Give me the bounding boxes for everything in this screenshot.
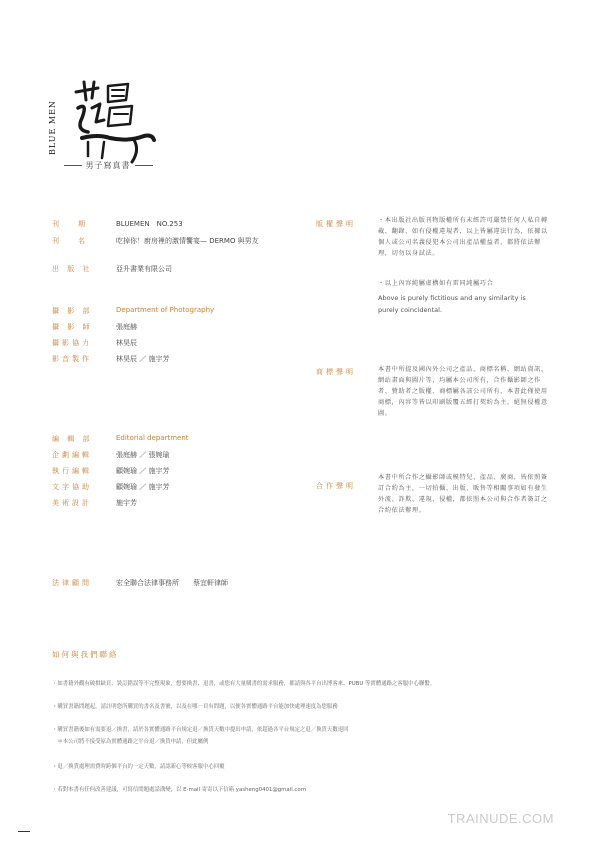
- planning-label: 企劃編輯: [52, 451, 92, 459]
- fiction-en: Above is purely fictitious and any similarity is purely coincidental.: [378, 294, 526, 314]
- copyright-label: 版權聲明: [316, 220, 356, 228]
- photo-dept-value: Department of Photography: [116, 306, 215, 314]
- trademark-label: 商標聲明: [316, 368, 356, 376]
- video-value: 林昊辰 ／ 施宇芳: [116, 355, 170, 363]
- photo-assist-label: 攝影協力: [52, 339, 92, 347]
- contact-line: ・如書籍外觀有破損缺頁、裝訂錯誤等不完整現象，想要換書、退書，或您有大量購書的需求服務，都請與各平台出博客來、PUBU 等實體通路之客服中心聯繫。: [52, 681, 436, 687]
- edit-dept-label: 編 輯 部: [52, 435, 93, 443]
- contact-line: ・購買書籍問題起，請註明您所購買的書名及書號，以及在哪一頁有問題，以便各實體通路平台能加快處理速度為您服務: [52, 704, 338, 710]
- coop-label: 合作聲明: [316, 482, 356, 490]
- photographer-value: 張庭赫: [116, 323, 137, 331]
- photo-dept-label: 攝 影 部: [52, 307, 93, 315]
- watermark: TRAINUDE.COM: [447, 811, 554, 826]
- copyright-text: ・本出版社出版刊物版權所有未經許可嚴禁任何人私自轉載、翻錄，如有侵權違規者，以上皆屬違法行為，依據以個人或公司名義侵犯本公司出產品權益者，都將依法辦理，切勿以身試法。: [378, 217, 548, 257]
- legal-label: 法律顧問: [52, 579, 92, 587]
- design-value: 施宇芳: [116, 499, 137, 507]
- planning-value: 張庭赫 ／ 張婉瑜: [116, 451, 170, 459]
- exec-edit-value: 顧婉瑜 ／ 施宇芳: [116, 467, 170, 475]
- photographer-label: 攝 影 師: [52, 323, 93, 331]
- copy-label: 文字協助: [52, 483, 92, 491]
- title-label: 刊 名: [52, 237, 91, 245]
- contact-title: 如何與我們聯絡: [52, 650, 119, 659]
- publisher-label: 出 版 社: [52, 265, 93, 273]
- contact-line: ・退／換貨處理需費時跨個平台約一定天數，請認新心等候客服中心回覆: [52, 764, 225, 770]
- title-value: 吃掉你！廚房裡的激情饗宴— DERMO 與男友: [116, 237, 259, 245]
- fiction-text: ・以上內容純屬虛構如有雷同純屬巧合: [378, 280, 494, 287]
- contact-line: ・購買書籍後如有需要退／換書，請於各實體通路平台規定退／換貨天數中提出申請，依超過各平台規定之退／換貨天數退回: [52, 727, 349, 733]
- video-label: 影音製作: [52, 355, 92, 363]
- trademark-text: 本書中所提及國內外公司之產品、商標名稱、網站資訊、網站畫面與圖片等，均屬本公司所有，合作攝影師之作者、贊助者之版權、商標屬各該公司所有，本書此僅使用商標，內容等皆以印刷版覆五經打契約為主，絕無侵權意圖。: [378, 366, 548, 417]
- copy-value: 顧婉瑜 ／ 施宇芳: [116, 483, 170, 491]
- coop-text: 本書中所合作之攝影師或模特兒、產品、廣商，皆依照簽訂合約為主，一切拍攝、出版、販售等相關事項如有發生外流、詐欺、違規、侵權，都依照本公司與合作者簽訂之合約依法辦理。: [378, 474, 548, 514]
- legal-value: 宏全聯合法律事務所 蔡宜軒律師: [116, 579, 228, 587]
- design-label: 美術設計: [52, 499, 92, 507]
- contact-line: ＊本公司將不接受原為實體通路之平台退／換貨申請，但此屬例: [52, 739, 209, 745]
- logo-wordmark-wrap: [46, 95, 60, 155]
- corner-mark: [18, 831, 30, 832]
- contact-line: ・若對本書有任何改善建議，可寫信問題處話溝變，以 E-mail 寄寄以下信箱 yasheng0401@gmail.com: [52, 787, 306, 793]
- publisher-value: 亞升書業有限公司: [116, 265, 172, 273]
- issue-label: 刊 期: [52, 220, 91, 228]
- exec-edit-label: 執行編輯: [52, 467, 92, 475]
- logo-subtitle: 男子寫真書: [58, 160, 158, 171]
- logo-calligraphy-icon: [48, 78, 158, 173]
- issue-value: BLUEMEN NO.253: [116, 220, 183, 228]
- photo-assist-value: 林昊辰: [116, 339, 137, 347]
- edit-dept-value: Editorial department: [116, 434, 189, 442]
- logo-wordmark: BLUE MEN: [48, 100, 57, 155]
- calligraphy-logo: [48, 78, 158, 173]
